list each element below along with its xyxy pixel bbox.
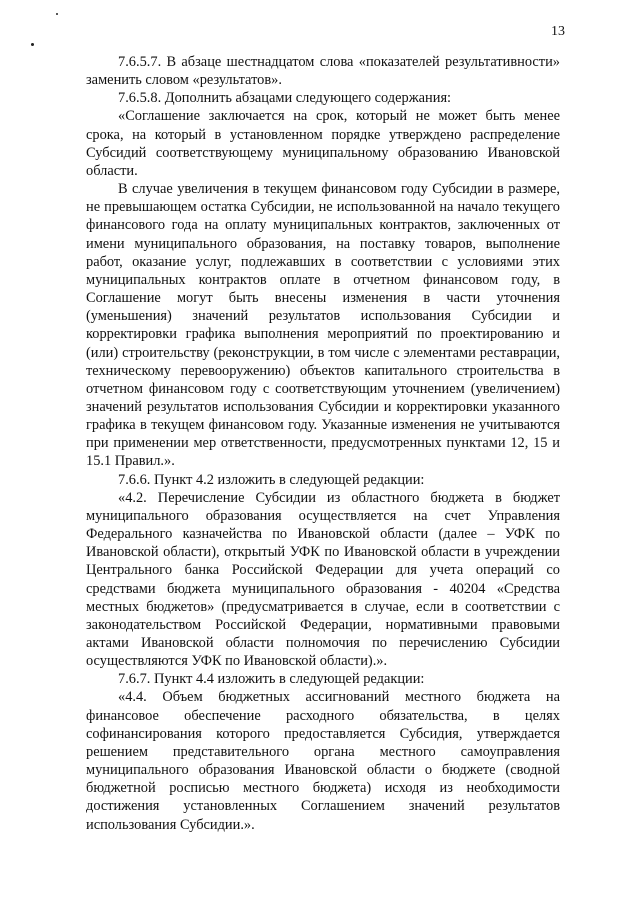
paragraph-subsidy-increase: В случае увеличения в текущем финансовом году Субсидии в размере, не превышающем остатка Субсидии, не использованной на начало текущего финансового года на оплату муниципальных контрактов, заключенных от имени муниципального образования, на поставку товаров, выполнение работ, оказание услуг, подлежавших в соответствии с условиями этих муниципальных контрактов оплате в отчетном финансовом году, в Соглашение могут быть внесены изменения в части уточнения (уменьшения) значений результатов использования Субсидии и корректировки графика выполнения мероприятий по проектированию и (или) строительству (реконструкции, в том числе с элементами реставрации, техническому перевооружению) объектов капитального строительства в отчетном финансовом году с соответствующим уточнением (увеличением) значений результатов использования Субсидии и корректировки указанного графика в текущем финансовом году. Указанные изменения не учитываются при применении мер ответственности, предусмотренных пунктами 12, 15 и 15.1 Правил.». — [86, 181, 560, 470]
scan-speck — [56, 13, 58, 15]
paragraph-agreement-term: «Соглашение заключается на срок, который не может быть менее срока, на который в установленном порядке утверждено распределение Субсидий соответствующему муниципальному образованию Ивановской области. — [86, 108, 560, 179]
page-number: 13 — [551, 24, 565, 39]
paragraph-7-6-7: 7.6.7. Пункт 4.4 изложить в следующей редакции: — [118, 671, 425, 688]
paragraph-7-6-5-8: 7.6.5.8. Дополнить абзацами следующего содержания: — [118, 90, 452, 107]
binding-hole-mark — [31, 43, 34, 46]
paragraph-4-2: «4.2. Перечисление Субсидии из областного бюджета в бюджет муниципального образования осуществляется на счет Управления Федерального казначейства по Ивановской области (далее – УФК по Ивановской области), открытый УФК по Ивановской области в учреждении Центрального банка Российской Федерации для учета операций со средствами бюджета муниципального образования - 40204 «Средства местных бюджетов» (предусматривается в случае, если в соответствии с законодательством Российской Федерации, нормативными правовыми актами Ивановской области полномочия по перечислению Субсидии осуществляются УФК по Ивановской области).». — [86, 489, 560, 670]
document-body — [86, 53, 560, 834]
paragraph-7-6-6: 7.6.6. Пункт 4.2 изложить в следующей редакции: — [118, 471, 425, 488]
paragraph-7-6-5-7: 7.6.5.7. В абзаце шестнадцатом слова «показателей результативности» заменить словом «результатов». — [86, 54, 560, 89]
paragraph-4-4: «4.4. Объем бюджетных ассигнований местного бюджета на финансовое обеспечение расходного обязательства, в целях софинансирования которого предоставляется Субсидия, утверждается решением представительного органа местного самоуправления муниципального образования Ивановской области о бюджете (сводной бюджетной росписью местного бюджета) исходя из необходимости достижения установленных Соглашением значений результатов использования Субсидии.». — [86, 689, 560, 833]
